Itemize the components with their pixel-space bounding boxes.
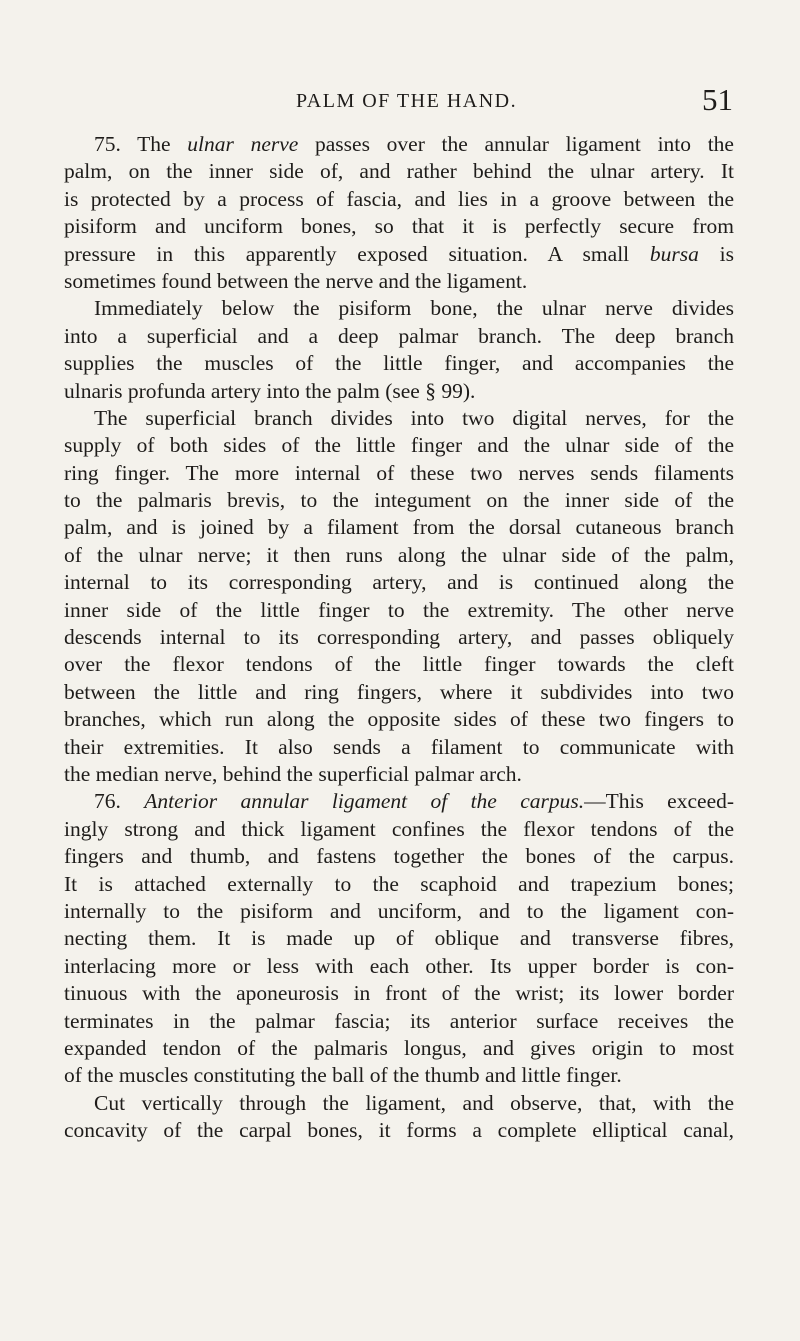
text-line: to the palmaris brevis, to the integument on the inner side of the <box>64 488 734 513</box>
text-line: their extremities. It also sends a filament to communicate with <box>64 734 734 759</box>
text-line: descends internal to its corresponding artery, and passes obliquely <box>64 625 734 650</box>
text-line: expanded tendon of the palmaris longus, and gives origin to most <box>64 1035 734 1060</box>
text-line: branches, which run along the opposite sides of these two fingers to <box>64 707 734 732</box>
text-line: tinuous with the aponeurosis in front of the wrist; its lower border <box>64 981 734 1006</box>
running-head <box>0 82 800 122</box>
text-line: pressure in this apparently exposed situation. A small bursa is <box>64 241 734 266</box>
text-line: supply of both sides of the little finger and the ulnar side of the <box>64 433 734 458</box>
text-line: terminates in the palmar fascia; its anterior surface receives the <box>64 1008 734 1033</box>
text-line: ring finger. The more internal of these two nerves sends filaments <box>64 460 734 485</box>
text-line: necting them. It is made up of oblique and transverse fibres, <box>64 926 734 951</box>
running-title: PALM OF THE HAND. <box>296 90 518 112</box>
text-line: the median nerve, behind the superficial palmar arch. <box>64 761 522 786</box>
text-line: internally to the pisiform and unciform, and to the ligament con- <box>64 898 734 923</box>
text-line: palm, and is joined by a filament from the dorsal cutaneous branch <box>64 515 734 540</box>
text-line: inner side of the little finger to the extremity. The other nerve <box>64 597 734 622</box>
text-line: ingly strong and thick ligament confines the flexor tendons of the <box>64 816 734 841</box>
text-line: concavity of the carpal bones, it forms a complete elliptical canal, <box>64 1118 734 1143</box>
text-line: 76. Anterior annular ligament of the carpus.—This exceed- <box>94 789 735 814</box>
text-line: Cut vertically through the ligament, and observe, that, with the <box>94 1090 734 1115</box>
text-line: interlacing more or less with each other. Its upper border is con- <box>64 953 734 978</box>
text-line: It is attached externally to the scaphoid and trapezium bones; <box>64 871 734 896</box>
text-line: internal to its corresponding artery, and is continued along the <box>64 570 734 595</box>
text-line: sometimes found between the nerve and the ligament. <box>64 268 528 293</box>
text-line: pisiform and unciform bones, so that it is perfectly secure from <box>64 214 734 239</box>
text-line: between the little and ring fingers, where it subdivides into two <box>64 679 734 704</box>
body-text <box>64 131 734 1144</box>
text-line: of the muscles constituting the ball of the thumb and little finger. <box>64 1063 622 1088</box>
text-line: ulnaris profunda artery into the palm (see § 99). <box>64 378 476 403</box>
text-line: into a superficial and a deep palmar branch. The deep branch <box>64 323 734 348</box>
page-number: 51 <box>702 82 733 117</box>
text-line: supplies the muscles of the little finger, and accompanies the <box>64 351 734 376</box>
text-line: 75. The ulnar nerve passes over the annular ligament into the <box>94 132 734 156</box>
text-line: palm, on the inner side of, and rather behind the ulnar artery. It <box>64 159 734 184</box>
text-line: is protected by a process of fascia, and lies in a groove between the <box>64 186 734 211</box>
text-line: The superficial branch divides into two digital nerves, for the <box>94 405 734 430</box>
text-line: Immediately below the pisiform bone, the ulnar nerve divides <box>94 296 734 321</box>
text-line: over the flexor tendons of the little finger towards the cleft <box>64 652 734 677</box>
text-line: of the ulnar nerve; it then runs along the ulnar side of the palm, <box>64 542 734 567</box>
text-line: fingers and thumb, and fastens together the bones of the carpus. <box>64 844 734 869</box>
